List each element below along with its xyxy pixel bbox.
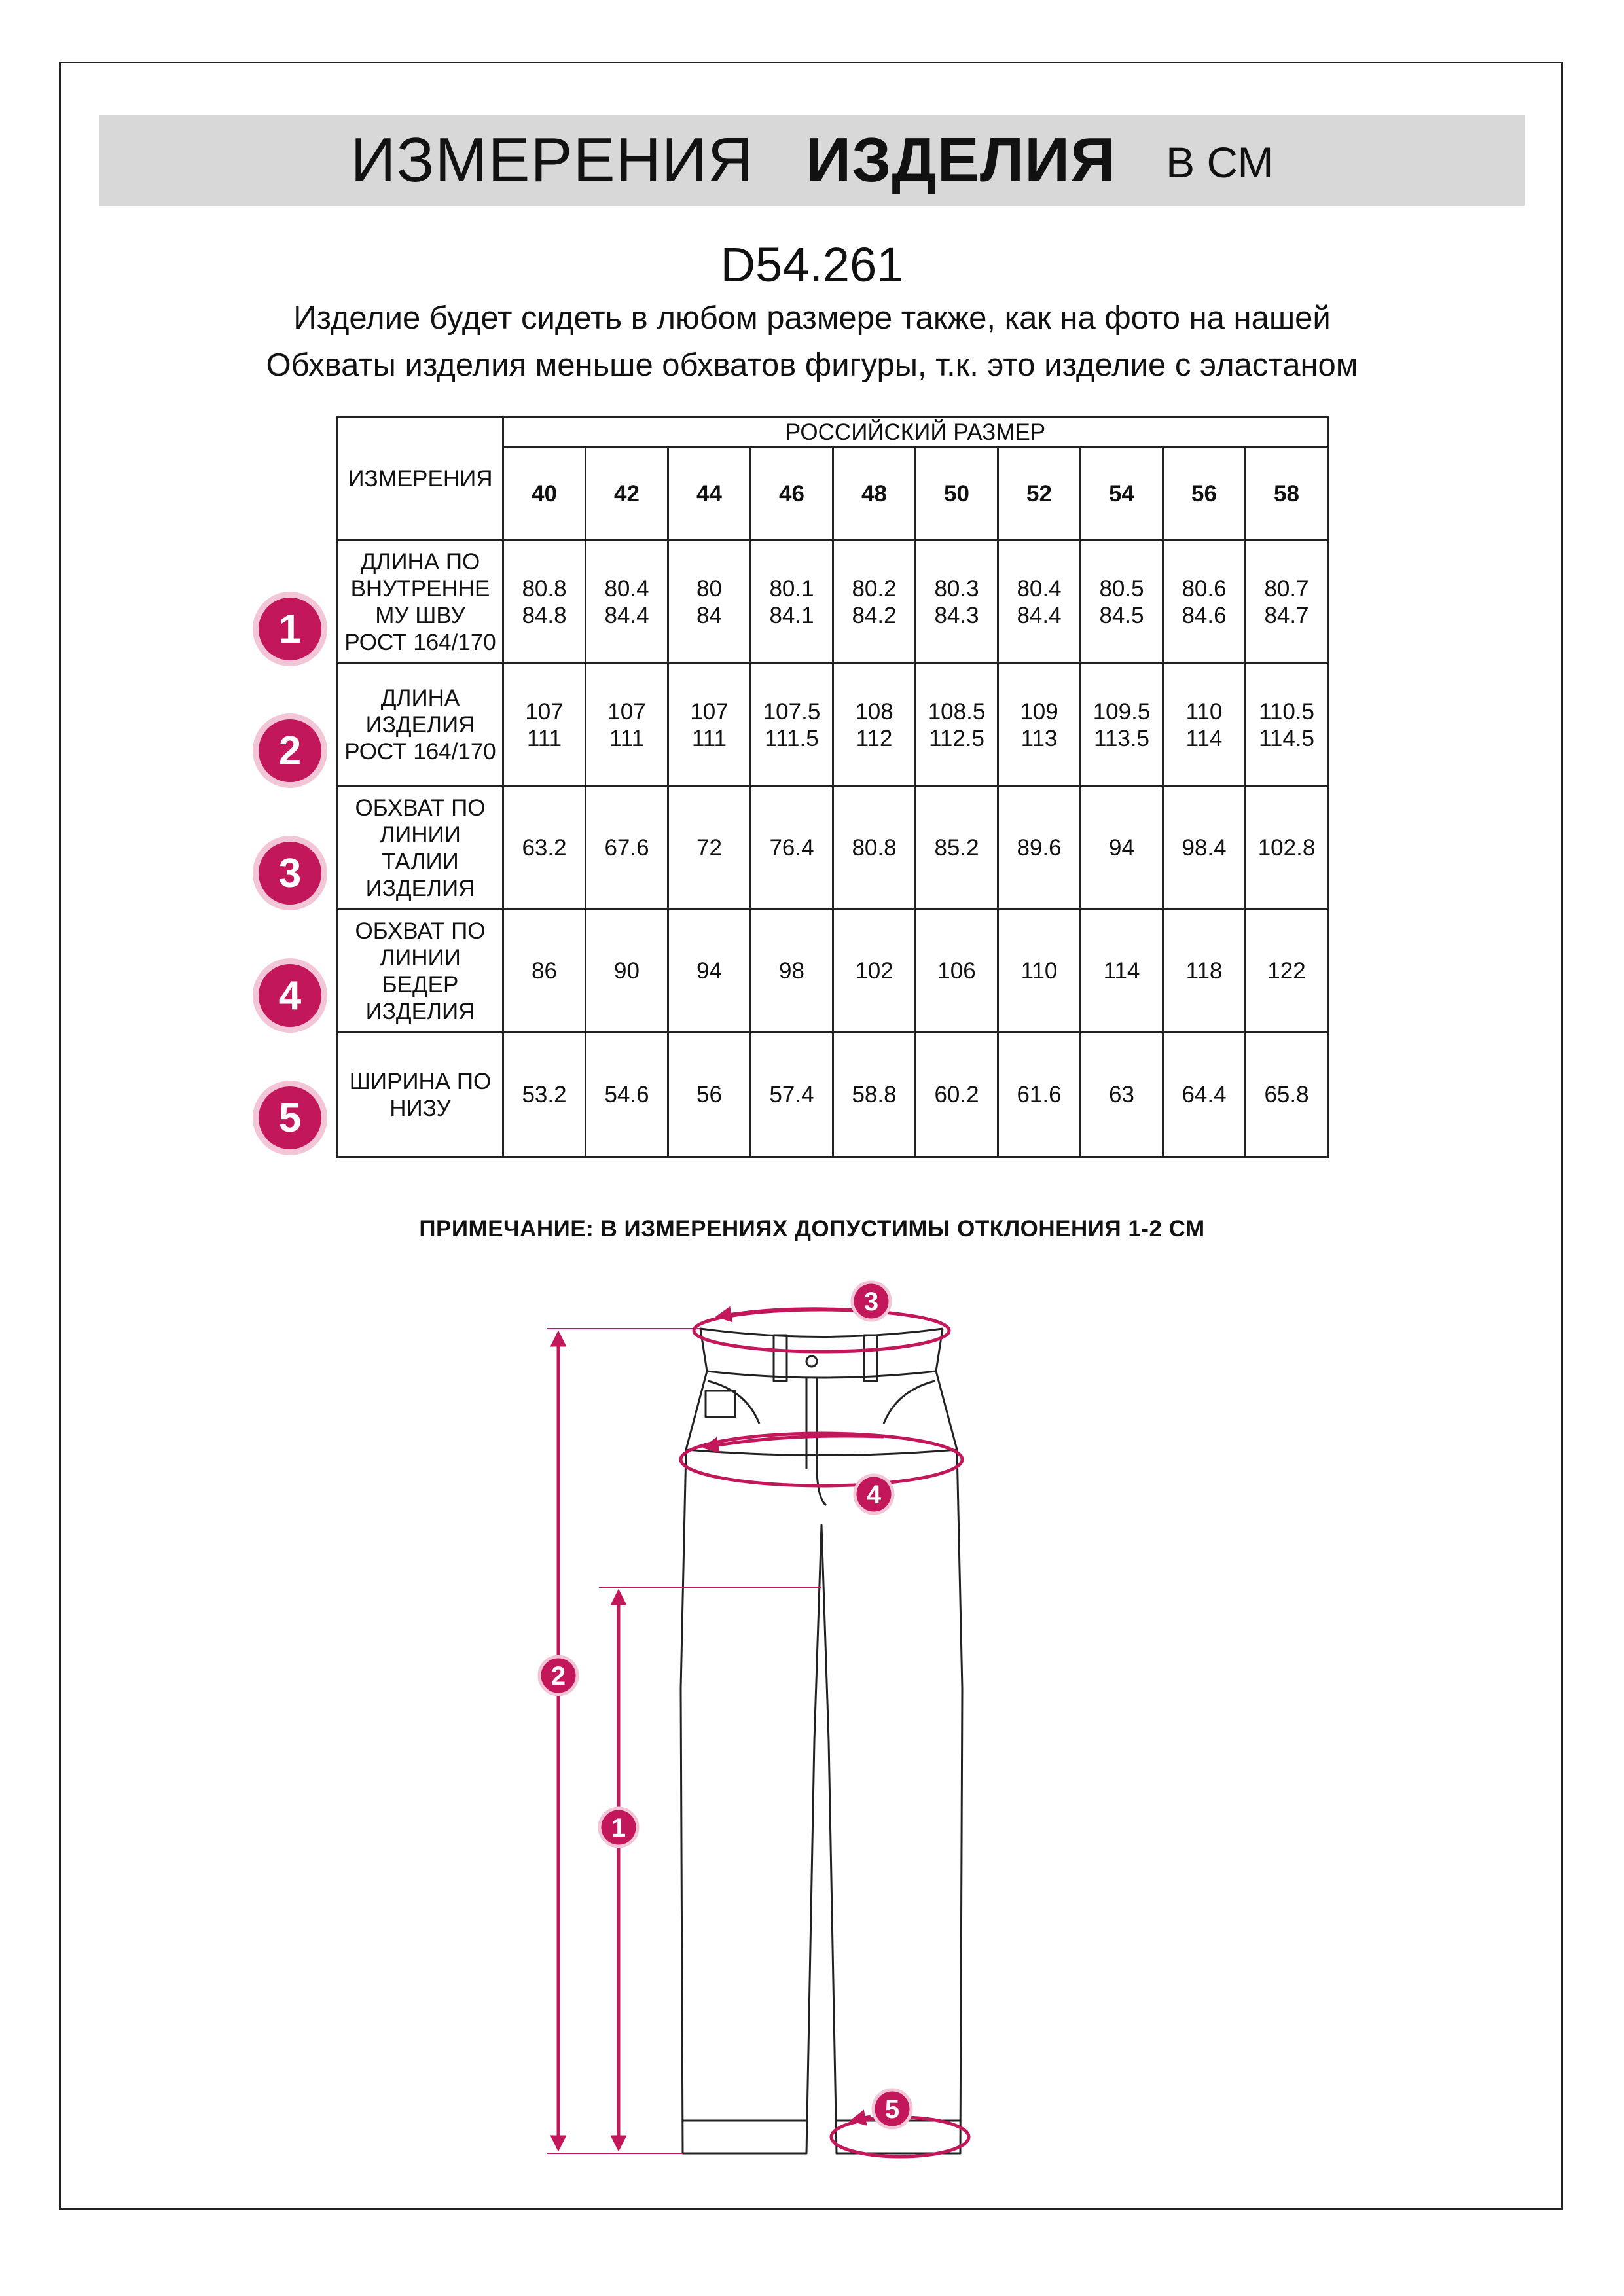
table-cell: 118 (1163, 910, 1246, 1033)
svg-text:1: 1 (611, 1814, 626, 1842)
table-cell: 89.6 (998, 787, 1081, 910)
table-cell: 57.4 (751, 1033, 833, 1157)
table-cell: 110.5 114.5 (1246, 664, 1328, 787)
table-cell: 64.4 (1163, 1033, 1246, 1157)
size-header: 50 (916, 447, 998, 541)
diagram-marker-hips (855, 1475, 893, 1513)
row-number-badge: 5 (259, 1086, 321, 1149)
size-header: 52 (998, 447, 1081, 541)
table-cell: 80.7 84.7 (1246, 541, 1328, 664)
size-header: 42 (586, 447, 668, 541)
table-cell: 94 (668, 910, 751, 1033)
table-cell: 107 111 (668, 664, 751, 787)
size-header: 54 (1081, 447, 1163, 541)
table-cell: 98.4 (1163, 787, 1246, 910)
table-cell: 80.2 84.2 (833, 541, 916, 664)
pants-outline (681, 1329, 962, 2153)
tolerance-note: ПРИМЕЧАНИЕ: В ИЗМЕРЕНИЯХ ДОПУСТИМЫ ОТКЛОНЕНИЯ 1-2 СМ (419, 1216, 1205, 1242)
table-cell: 80.8 (833, 787, 916, 910)
article-number: D54.261 (720, 238, 904, 292)
table-cell: 67.6 (586, 787, 668, 910)
size-header: 58 (1246, 447, 1328, 541)
table-cell: 108.5 112.5 (916, 664, 998, 787)
row-number-badge: 2 (259, 719, 321, 782)
table-cell: 102 (833, 910, 916, 1033)
hips-measure-ellipse (681, 1433, 962, 1486)
table-cell: 80.5 84.5 (1081, 541, 1163, 664)
measurements-header: ИЗМЕРЕНИЯ (338, 418, 503, 541)
size-header: 40 (503, 447, 586, 541)
row-label: ОБХВАТ ПО ЛИНИИ ТАЛИИ ИЗДЕЛИЯ (338, 787, 503, 910)
row-label: ДЛИНА ИЗДЕЛИЯ РОСТ 164/170 (338, 664, 503, 787)
table-cell: 107 111 (586, 664, 668, 787)
title-product: ИЗДЕЛИЯ (806, 125, 1117, 195)
table-cell: 107.5 111.5 (751, 664, 833, 787)
table-cell: 56 (668, 1033, 751, 1157)
table-cell: 80.4 84.4 (998, 541, 1081, 664)
table-cell: 110 114 (1163, 664, 1246, 787)
table-cell: 107 111 (503, 664, 586, 787)
size-header: 56 (1163, 447, 1246, 541)
table-cell: 98 (751, 910, 833, 1033)
svg-text:4: 4 (866, 1480, 882, 1509)
table-cell: 80 84 (668, 541, 751, 664)
table-cell: 122 (1246, 910, 1328, 1033)
size-header: 44 (668, 447, 751, 541)
table-cell: 110 (998, 910, 1081, 1033)
table-cell: 80.1 84.1 (751, 541, 833, 664)
row-number-badge: 1 (259, 598, 321, 660)
table-cell: 63.2 (503, 787, 586, 910)
table-cell: 80.4 84.4 (586, 541, 668, 664)
row-label: ШИРИНА ПО НИЗУ (338, 1033, 503, 1157)
diagram-marker-inseam (600, 1808, 638, 1846)
table-cell: 106 (916, 910, 998, 1033)
diagram-marker-length (539, 1657, 577, 1695)
row-label: ОБХВАТ ПО ЛИНИИ БЕДЕР ИЗДЕЛИЯ (338, 910, 503, 1033)
table-cell: 86 (503, 910, 586, 1033)
table-cell: 76.4 (751, 787, 833, 910)
svg-text:3: 3 (863, 1287, 879, 1316)
svg-text:5: 5 (884, 2095, 900, 2124)
row-label: ДЛИНА ПО ВНУТРЕННЕ МУ ШВУ РОСТ 164/170 (338, 541, 503, 664)
table-cell: 114 (1081, 910, 1163, 1033)
table-cell: 80.3 84.3 (916, 541, 998, 664)
table-cell: 80.6 84.6 (1163, 541, 1246, 664)
size-system-header: РОССИЙСКИЙ РАЗМЕР (503, 418, 1328, 447)
size-header: 48 (833, 447, 916, 541)
table-cell: 94 (1081, 787, 1163, 910)
size-header: 46 (751, 447, 833, 541)
waist-measure-ellipse (694, 1310, 949, 1352)
table-cell: 90 (586, 910, 668, 1033)
table-cell: 108 112 (833, 664, 916, 787)
table-cell: 53.2 (503, 1033, 586, 1157)
diagram-marker-hem (873, 2090, 911, 2128)
svg-text:2: 2 (550, 1662, 566, 1691)
title-unit: В СМ (1166, 138, 1274, 187)
table-cell: 54.6 (586, 1033, 668, 1157)
table-cell: 80.8 84.8 (503, 541, 586, 664)
table-cell: 102.8 (1246, 787, 1328, 910)
row-number-badge: 3 (259, 842, 321, 905)
row-number-badge: 4 (259, 964, 321, 1027)
title-measurements: ИЗМЕРЕНИЯ (350, 125, 754, 195)
table-cell: 72 (668, 787, 751, 910)
table-cell: 63 (1081, 1033, 1163, 1157)
diagram-marker-waist (852, 1282, 890, 1320)
table-cell: 61.6 (998, 1033, 1081, 1157)
subtitle-line-1: Изделие будет сидеть в любом размере также, как на фото на нашей (293, 300, 1331, 336)
subtitle-line-2: Обхваты изделия меньше обхватов фигуры, т.к. это изделие с эластаном (266, 348, 1358, 383)
table-cell: 65.8 (1246, 1033, 1328, 1157)
table-cell: 85.2 (916, 787, 998, 910)
table-cell: 60.2 (916, 1033, 998, 1157)
table-cell: 109.5 113.5 (1081, 664, 1163, 787)
table-cell: 109 113 (998, 664, 1081, 787)
table-cell: 58.8 (833, 1033, 916, 1157)
